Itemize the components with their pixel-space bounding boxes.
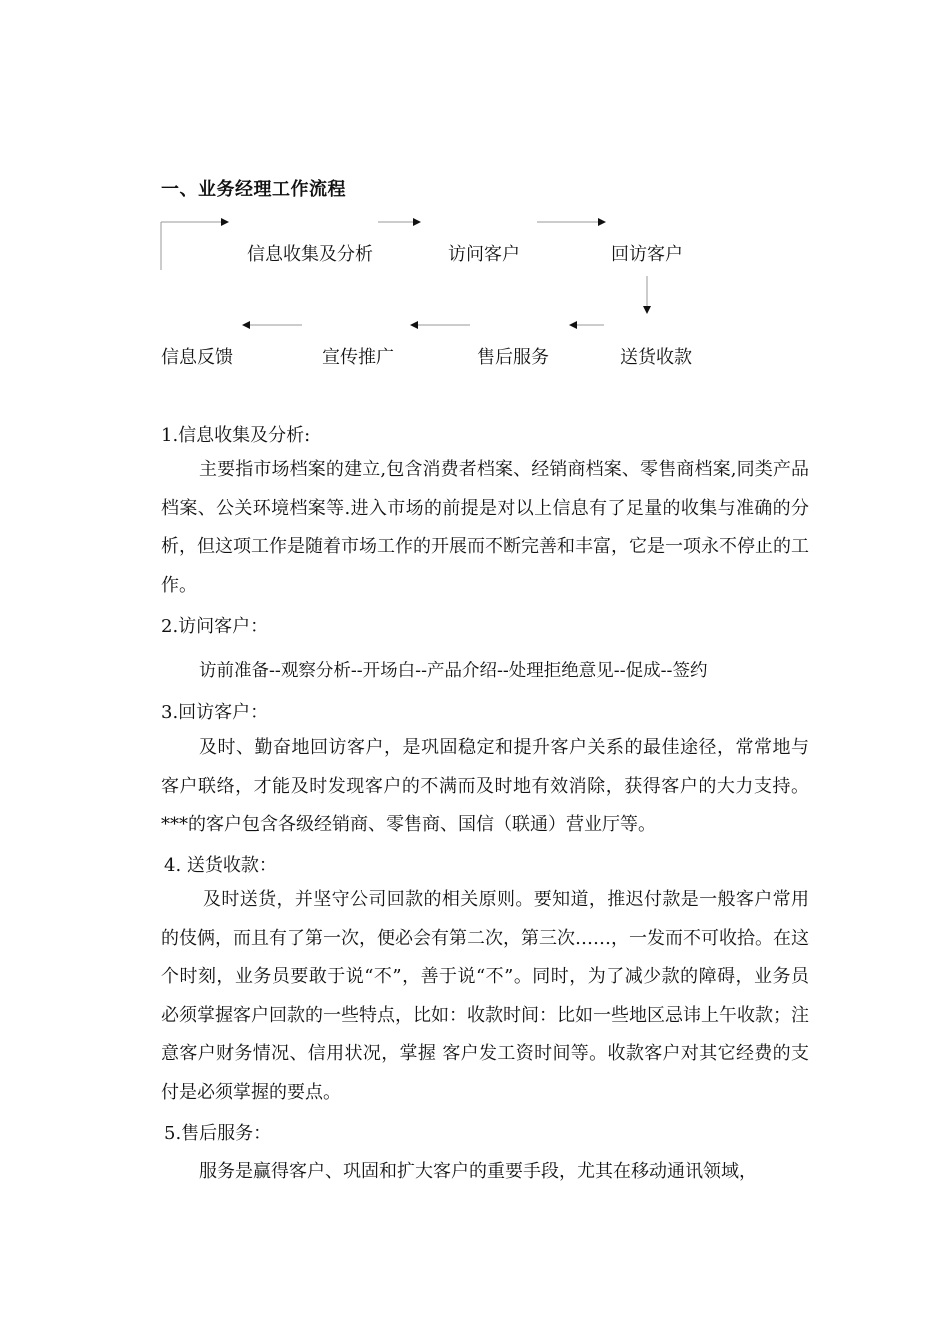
flow-node-revisit-customer: 回访客户 [611, 244, 683, 265]
workflow-diagram [0, 0, 950, 420]
flow-node-info-collection: 信息收集及分析 [247, 244, 373, 265]
section-paragraph: 及时送货，并坚守公司回款的相关原则。要知道，推迟付款是一般客户常用的伎俩，而且有了第一次，便必会有第二次，第三次……，一发而不可收拾。在这个时刻，业务员要敢于说“不”，善于说“不”。同时，为了减少款的障碍，业务员必须掌握客户回款的一些特点，比如：收款时间：比如一些地区忌讳上午收款；注意客户财务情况、信用状况，掌握 客户发工资时间等。收款客户对其它经费的支付是必须掌握的要点。 [161, 889, 809, 1103]
section-heading: 5.售后服务： [164, 1123, 272, 1144]
section-paragraph: 服务是赢得客户、巩固和扩大客户的重要手段，尤其在移动通讯领域， [199, 1161, 757, 1182]
flow-node-delivery-collection: 送货收款 [620, 347, 692, 368]
section-heading: 1.信息收集及分析: [161, 425, 311, 446]
section-paragraph: 及时、勤奋地回访客户，是巩固稳定和提升客户关系的最佳途径，常常地与客户联络，才能及时发现客户的不满而及时地有效消除，获得客户的大力支持。***的客户包含各级经销商、零售商、国信（联通）营业厅等。 [161, 737, 809, 835]
section-paragraph: 主要指市场档案的建立,包含消费者档案、经销商档案、零售商档案,同类产品档案、公关环境档案等.进入市场的前提是对以上信息有了足量的收集与准确的分析，但这项工作是随着市场工作的开展而不断完善和丰富，它是一项永不停止的工作。 [161, 459, 809, 596]
section-heading: 2.访问客户： [161, 616, 269, 637]
flow-node-visit-customer: 访问客户 [448, 244, 520, 265]
flow-node-promotion: 宣传推广 [322, 347, 394, 368]
section-heading: 4. 送货收款： [164, 855, 277, 876]
flow-start-bracket [161, 222, 228, 270]
section-paragraph: 访前准备--观察分析--开场白--产品介绍--处理拒绝意见--促成--签约 [199, 661, 708, 681]
page-title: 一、业务经理工作流程 [161, 179, 346, 200]
flow-node-info-feedback: 信息反馈 [161, 347, 233, 368]
section-heading: 3.回访客户： [161, 702, 269, 723]
flow-node-after-sales: 售后服务 [477, 347, 549, 368]
